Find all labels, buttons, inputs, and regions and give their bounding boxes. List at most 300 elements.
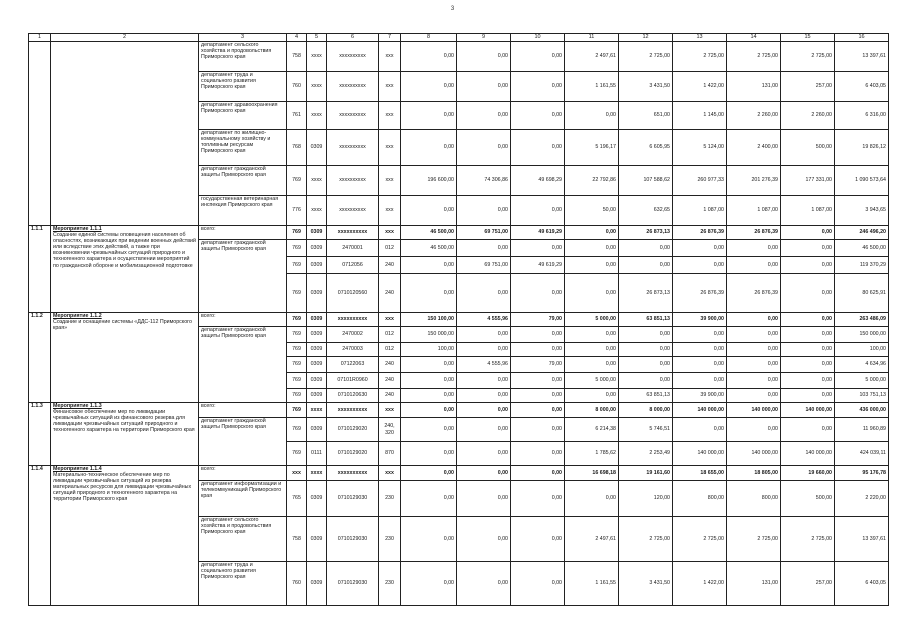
year-value-cell: 0,00	[401, 257, 457, 274]
year-value-cell: 26 876,39	[673, 274, 727, 313]
year-value-cell: 2 497,61	[565, 42, 619, 72]
year-value-cell: 0,00	[457, 481, 511, 517]
total-label: всего:	[199, 226, 287, 240]
year-value-cell: 0,00	[511, 274, 565, 313]
section-cell: xxxx	[307, 42, 327, 72]
year-value-cell: 0,00	[565, 274, 619, 313]
grbs-cell: 769	[287, 313, 307, 327]
year-value-cell: 0,00	[511, 102, 565, 130]
year-value-cell: 0,00	[401, 403, 457, 418]
year-value-cell: 2 260,00	[781, 102, 835, 130]
year-value-cell: 2 725,00	[727, 42, 781, 72]
year-value-cell: 0,00	[457, 442, 511, 466]
measure-description	[51, 226, 199, 313]
year-value-cell: 0,00	[511, 389, 565, 403]
expense-type-cell: 012	[379, 240, 401, 257]
grbs-cell: 758	[287, 42, 307, 72]
year-value-cell: 0,00	[511, 196, 565, 226]
section-cell: 0309	[307, 226, 327, 240]
year-value-cell: 0,00	[511, 403, 565, 418]
target-article-cell: xxxxxxxxxx	[327, 403, 379, 418]
year-value-cell: 0,00	[565, 226, 619, 240]
year-value-cell: 39 900,00	[673, 389, 727, 403]
responsible-executor: государственная ветеринарная инспекция Приморского края	[199, 196, 287, 226]
grbs-cell: 765	[287, 481, 307, 517]
target-article-cell: 07101R0960	[327, 373, 379, 389]
measure-number: 1.1.1	[29, 226, 51, 313]
year-value-cell: 0,00	[673, 418, 727, 442]
total-label: всего:	[199, 313, 287, 327]
year-value-cell: 0,00	[727, 418, 781, 442]
section-cell: 0309	[307, 240, 327, 257]
empty-number-cell	[29, 42, 51, 226]
year-value-cell: 0,00	[781, 226, 835, 240]
year-value-cell: 8 000,00	[565, 403, 619, 418]
grbs-cell: 769	[287, 226, 307, 240]
total-label: всего:	[199, 403, 287, 418]
year-value-cell: 0,00	[401, 274, 457, 313]
year-value-cell: 69 751,00	[457, 226, 511, 240]
responsible-executor: департамент сельского хозяйства и продовольствия Приморского края	[199, 517, 287, 562]
measure-title: Мероприятие 1.1.4	[53, 466, 102, 472]
year-value-cell: 0,00	[401, 442, 457, 466]
target-article-cell: xxxxxxxxxx	[327, 466, 379, 481]
year-value-cell: 2 400,00	[727, 130, 781, 166]
year-value-cell: 50,00	[565, 196, 619, 226]
year-value-cell: 0,00	[457, 42, 511, 72]
column-number: 1	[29, 34, 51, 42]
grbs-cell: 758	[287, 517, 307, 562]
measure-description	[51, 466, 199, 606]
section-cell: 0309	[307, 130, 327, 166]
year-value-cell: 1 145,00	[673, 102, 727, 130]
measure-title: Мероприятие 1.1.2	[53, 313, 102, 319]
section-cell: 0309	[307, 373, 327, 389]
responsible-executor: департамент гражданской защиты Приморского края	[199, 240, 287, 313]
year-value-cell: 1 785,62	[565, 442, 619, 466]
year-value-cell: 140 000,00	[727, 442, 781, 466]
target-article-cell: 0710120630	[327, 389, 379, 403]
year-value-cell: 3 431,50	[619, 72, 673, 102]
year-value-cell: 800,00	[727, 481, 781, 517]
year-value-cell: 1 087,00	[673, 196, 727, 226]
measure-title: Мероприятие 1.1.3	[53, 403, 102, 409]
year-value-cell: 0,00	[457, 373, 511, 389]
section-cell: 0309	[307, 562, 327, 606]
responsible-executor: департамент труда и социального развития Приморского края	[199, 72, 287, 102]
year-value-cell: 2 725,00	[727, 517, 781, 562]
year-value-cell: 0,00	[511, 130, 565, 166]
expense-type-cell: 240	[379, 257, 401, 274]
year-value-cell: 19 161,60	[619, 466, 673, 481]
year-value-cell: 5 000,00	[565, 373, 619, 389]
year-value-cell: 0,00	[781, 343, 835, 357]
column-number: 12	[619, 34, 673, 42]
measure-description	[51, 403, 199, 466]
year-value-cell: 0,00	[401, 42, 457, 72]
expense-type-cell: xxx	[379, 313, 401, 327]
section-cell: 0309	[307, 313, 327, 327]
year-value-cell: 3 431,50	[619, 562, 673, 606]
expense-type-cell: xxx	[379, 196, 401, 226]
year-value-cell: 74 306,86	[457, 166, 511, 196]
year-value-cell: 0,00	[457, 343, 511, 357]
year-value-cell: 257,00	[781, 562, 835, 606]
year-value-cell: 0,00	[511, 327, 565, 343]
total-value-cell: 150 000,00	[835, 327, 889, 343]
year-value-cell: 0,00	[457, 466, 511, 481]
year-value-cell: 19 660,00	[781, 466, 835, 481]
year-value-cell: 651,00	[619, 102, 673, 130]
total-value-cell: 246 496,20	[835, 226, 889, 240]
target-article-cell: xxxxxxxxxx	[327, 166, 379, 196]
year-value-cell: 0,00	[401, 481, 457, 517]
year-value-cell: 0,00	[565, 357, 619, 373]
total-value-cell: 4 634,96	[835, 357, 889, 373]
expense-type-cell: 012	[379, 343, 401, 357]
year-value-cell: 0,00	[565, 343, 619, 357]
year-value-cell: 0,00	[401, 102, 457, 130]
target-article-cell: xxxxxxxxxx	[327, 102, 379, 130]
year-value-cell: 0,00	[727, 313, 781, 327]
grbs-cell: 760	[287, 72, 307, 102]
year-value-cell: 1 087,00	[727, 196, 781, 226]
grbs-cell: 769	[287, 357, 307, 373]
grbs-cell: xxx	[287, 466, 307, 481]
year-value-cell: 0,00	[781, 257, 835, 274]
year-value-cell: 0,00	[673, 373, 727, 389]
page-number: 3	[450, 6, 455, 12]
year-value-cell: 0,00	[727, 373, 781, 389]
grbs-cell: 769	[287, 389, 307, 403]
year-value-cell: 0,00	[457, 562, 511, 606]
year-value-cell: 49 619,29	[511, 257, 565, 274]
column-number: 16	[835, 34, 889, 42]
grbs-cell: 769	[287, 274, 307, 313]
section-cell: 0309	[307, 389, 327, 403]
column-number: 10	[511, 34, 565, 42]
target-article-cell: 2470003	[327, 343, 379, 357]
year-value-cell: 5 196,17	[565, 130, 619, 166]
year-value-cell: 0,00	[619, 257, 673, 274]
year-value-cell: 201 276,39	[727, 166, 781, 196]
measure-text: Создание единой системы оповещения населения об опасностях, возникающих при ведении военных действий или вследствие этих действий, а также при возникновении чрезвычайных ситуаций природного и техногенного характера и осуществлении мероприятий по гражданской обороне и мобилизационной подготовке	[53, 232, 196, 269]
responsible-executor: департамент гражданской защиты Приморского края	[199, 418, 287, 466]
section-cell: xxxx	[307, 72, 327, 102]
measure-total-row	[29, 226, 889, 240]
year-value-cell: 46 500,00	[401, 240, 457, 257]
year-value-cell: 2 725,00	[619, 42, 673, 72]
total-value-cell: 1 090 573,64	[835, 166, 889, 196]
section-cell: 0309	[307, 517, 327, 562]
year-value-cell: 0,00	[727, 343, 781, 357]
year-value-cell: 140 000,00	[781, 442, 835, 466]
total-value-cell: 100,00	[835, 343, 889, 357]
target-article-cell: xxxxxxxxxx	[327, 196, 379, 226]
grbs-cell: 769	[287, 343, 307, 357]
total-value-cell: 11 960,89	[835, 418, 889, 442]
year-value-cell: 0,00	[781, 327, 835, 343]
target-article-cell: 0710129020	[327, 442, 379, 466]
year-value-cell: 26 873,13	[619, 274, 673, 313]
total-value-cell: 263 486,09	[835, 313, 889, 327]
year-value-cell: 0,00	[727, 257, 781, 274]
year-value-cell: 0,00	[673, 343, 727, 357]
year-value-cell: 26 876,39	[727, 274, 781, 313]
column-number: 4	[287, 34, 307, 42]
year-value-cell: 0,00	[457, 418, 511, 442]
year-value-cell: 0,00	[781, 357, 835, 373]
year-value-cell: 2 725,00	[673, 517, 727, 562]
year-value-cell: 120,00	[619, 481, 673, 517]
measure-text: Создание и оснащение системы «ДДС-112 Приморского края»	[53, 319, 192, 332]
year-value-cell: 0,00	[511, 72, 565, 102]
grbs-cell: 769	[287, 257, 307, 274]
grbs-cell: 769	[287, 166, 307, 196]
year-value-cell: 0,00	[457, 517, 511, 562]
year-value-cell: 8 000,00	[619, 403, 673, 418]
year-value-cell: 63 851,13	[619, 389, 673, 403]
year-value-cell: 2 253,49	[619, 442, 673, 466]
year-value-cell: 0,00	[673, 327, 727, 343]
total-value-cell: 119 370,29	[835, 257, 889, 274]
year-value-cell: 22 792,86	[565, 166, 619, 196]
expense-type-cell: 230	[379, 481, 401, 517]
section-cell: 0309	[307, 257, 327, 274]
responsible-executor: департамент здравоохранения Приморского края	[199, 102, 287, 130]
target-article-cell: 0712056	[327, 257, 379, 274]
year-value-cell: 0,00	[565, 327, 619, 343]
year-value-cell: 0,00	[401, 389, 457, 403]
year-value-cell: 2 725,00	[619, 517, 673, 562]
year-value-cell: 2 260,00	[727, 102, 781, 130]
year-value-cell: 0,00	[511, 343, 565, 357]
year-value-cell: 0,00	[673, 257, 727, 274]
measure-title: Мероприятие 1.1.1	[53, 226, 102, 232]
year-value-cell: 16 698,18	[565, 466, 619, 481]
year-value-cell: 2 497,61	[565, 517, 619, 562]
table-row	[29, 42, 889, 72]
column-number: 15	[781, 34, 835, 42]
total-value-cell: 6 316,00	[835, 102, 889, 130]
year-value-cell: 0,00	[457, 196, 511, 226]
program-budget-table	[28, 33, 889, 606]
year-value-cell: 150 100,00	[401, 313, 457, 327]
year-value-cell: 0,00	[565, 481, 619, 517]
year-value-cell: 0,00	[565, 389, 619, 403]
year-value-cell: 0,00	[619, 357, 673, 373]
year-value-cell: 0,00	[619, 240, 673, 257]
year-value-cell: 0,00	[727, 240, 781, 257]
total-value-cell: 424 039,11	[835, 442, 889, 466]
measure-number: 1.1.4	[29, 466, 51, 606]
column-number: 6	[327, 34, 379, 42]
year-value-cell: 0,00	[619, 373, 673, 389]
grbs-cell: 760	[287, 562, 307, 606]
year-value-cell: 0,00	[457, 72, 511, 102]
year-value-cell: 0,00	[565, 257, 619, 274]
year-value-cell: 18 655,00	[673, 466, 727, 481]
year-value-cell: 0,00	[781, 389, 835, 403]
year-value-cell: 5 746,51	[619, 418, 673, 442]
year-value-cell: 0,00	[401, 130, 457, 166]
total-value-cell: 6 403,05	[835, 72, 889, 102]
expense-type-cell: 230	[379, 517, 401, 562]
year-value-cell: 100,00	[401, 343, 457, 357]
year-value-cell: 1 422,00	[673, 72, 727, 102]
year-value-cell: 0,00	[511, 373, 565, 389]
expense-type-cell: xxx	[379, 466, 401, 481]
year-value-cell: 1 422,00	[673, 562, 727, 606]
year-value-cell: 5 124,00	[673, 130, 727, 166]
total-value-cell: 5 000,00	[835, 373, 889, 389]
expense-type-cell: xxx	[379, 42, 401, 72]
grbs-cell: 769	[287, 240, 307, 257]
total-value-cell: 103 751,13	[835, 389, 889, 403]
grbs-cell: 769	[287, 442, 307, 466]
year-value-cell: 0,00	[401, 418, 457, 442]
year-value-cell: 140 000,00	[781, 403, 835, 418]
grbs-cell: 768	[287, 130, 307, 166]
section-cell: xxxx	[307, 466, 327, 481]
expense-type-cell: xxx	[379, 72, 401, 102]
year-value-cell: 0,00	[511, 466, 565, 481]
column-number: 5	[307, 34, 327, 42]
target-article-cell: xxxxxxxxxx	[327, 130, 379, 166]
measure-total-row	[29, 403, 889, 418]
year-value-cell: 63 851,13	[619, 313, 673, 327]
year-value-cell: 1 087,00	[781, 196, 835, 226]
year-value-cell: 1 161,55	[565, 562, 619, 606]
measure-number: 1.1.3	[29, 403, 51, 466]
column-number: 11	[565, 34, 619, 42]
year-value-cell: 0,00	[727, 389, 781, 403]
section-cell: 0309	[307, 274, 327, 313]
year-value-cell: 79,00	[511, 357, 565, 373]
column-number: 2	[51, 34, 199, 42]
section-cell: 0309	[307, 357, 327, 373]
year-value-cell: 18 805,00	[727, 466, 781, 481]
expense-type-cell: 012	[379, 327, 401, 343]
total-value-cell: 80 625,91	[835, 274, 889, 313]
column-number: 14	[727, 34, 781, 42]
column-number: 3	[199, 34, 287, 42]
total-value-cell: 13 397,61	[835, 517, 889, 562]
measure-text: Материально-техническое обеспечение мер по ликвидации чрезвычайных ситуаций из резерва материальных ресурсов для ликвидации чрезвычайных ситуаций природного и техногенного характера на территории Приморского края	[53, 472, 192, 503]
responsible-executor: департамент труда и социального развития Приморского края	[199, 562, 287, 606]
year-value-cell: 0,00	[511, 562, 565, 606]
total-value-cell: 19 826,12	[835, 130, 889, 166]
year-value-cell: 0,00	[401, 72, 457, 102]
empty-description-cell	[51, 42, 199, 226]
year-value-cell: 632,65	[619, 196, 673, 226]
year-value-cell: 6 214,38	[565, 418, 619, 442]
expense-type-cell: 240	[379, 389, 401, 403]
year-value-cell: 26 876,39	[673, 226, 727, 240]
year-value-cell: 26 873,13	[619, 226, 673, 240]
year-value-cell: 0,00	[511, 418, 565, 442]
year-value-cell: 6 605,95	[619, 130, 673, 166]
year-value-cell: 0,00	[727, 327, 781, 343]
year-value-cell: 0,00	[673, 240, 727, 257]
total-value-cell: 6 403,05	[835, 562, 889, 606]
year-value-cell: 0,00	[565, 240, 619, 257]
total-value-cell: 95 176,78	[835, 466, 889, 481]
year-value-cell: 0,00	[401, 517, 457, 562]
responsible-executor: департамент сельского хозяйства и продовольствия Приморского края	[199, 42, 287, 72]
target-article-cell: xxxxxxxxxx	[327, 42, 379, 72]
year-value-cell: 0,00	[619, 327, 673, 343]
measure-total-row	[29, 466, 889, 481]
year-value-cell: 0,00	[457, 327, 511, 343]
column-number: 7	[379, 34, 401, 42]
year-value-cell: 0,00	[401, 196, 457, 226]
expense-type-cell: xxx	[379, 226, 401, 240]
expense-type-cell: 870	[379, 442, 401, 466]
year-value-cell: 2 725,00	[673, 42, 727, 72]
measure-description	[51, 313, 199, 403]
year-value-cell: 0,00	[457, 389, 511, 403]
expense-type-cell: 240	[379, 357, 401, 373]
year-value-cell: 140 000,00	[673, 442, 727, 466]
target-article-cell: 0710129030	[327, 517, 379, 562]
year-value-cell: 46 500,00	[401, 226, 457, 240]
year-value-cell: 26 876,39	[727, 226, 781, 240]
year-value-cell: 39 900,00	[673, 313, 727, 327]
responsible-executor: департамент гражданской защиты Приморского края	[199, 327, 287, 403]
target-article-cell: xxxxxxxxxx	[327, 226, 379, 240]
total-value-cell: 46 500,00	[835, 240, 889, 257]
section-cell: 0111	[307, 442, 327, 466]
year-value-cell: 0,00	[457, 102, 511, 130]
year-value-cell: 107 588,62	[619, 166, 673, 196]
grbs-cell: 769	[287, 327, 307, 343]
expense-type-cell: 240, 320	[379, 418, 401, 442]
section-cell: 0309	[307, 327, 327, 343]
year-value-cell: 5 000,00	[565, 313, 619, 327]
year-value-cell: 0,00	[401, 357, 457, 373]
year-value-cell: 1 161,55	[565, 72, 619, 102]
year-value-cell: 0,00	[619, 343, 673, 357]
column-number: 9	[457, 34, 511, 42]
year-value-cell: 257,00	[781, 72, 835, 102]
year-value-cell: 0,00	[727, 357, 781, 373]
year-value-cell: 2 725,00	[781, 42, 835, 72]
section-cell: 0309	[307, 418, 327, 442]
measure-text: Финансовое обеспечение мер по ликвидации чрезвычайных ситуаций из финансового резерва для ликвидации чрезвычайных ситуаций природного и техногенного характера на территории Приморского края	[53, 409, 195, 434]
grbs-cell: 761	[287, 102, 307, 130]
target-article-cell: 0710120560	[327, 274, 379, 313]
target-article-cell: 07122063	[327, 357, 379, 373]
section-cell: xxxx	[307, 403, 327, 418]
year-value-cell: 0,00	[511, 240, 565, 257]
expense-type-cell: xxx	[379, 403, 401, 418]
expense-type-cell: 240	[379, 274, 401, 313]
year-value-cell: 79,00	[511, 313, 565, 327]
total-value-cell: 13 397,61	[835, 42, 889, 72]
expense-type-cell: xxx	[379, 166, 401, 196]
year-value-cell: 500,00	[781, 130, 835, 166]
year-value-cell: 0,00	[673, 357, 727, 373]
year-value-cell: 0,00	[457, 240, 511, 257]
column-number: 13	[673, 34, 727, 42]
target-article-cell: 2470002	[327, 327, 379, 343]
total-value-cell: 3 943,65	[835, 196, 889, 226]
target-article-cell: xxxxxxxxxx	[327, 313, 379, 327]
section-cell: xxxx	[307, 166, 327, 196]
year-value-cell: 0,00	[457, 403, 511, 418]
section-cell: 0309	[307, 343, 327, 357]
